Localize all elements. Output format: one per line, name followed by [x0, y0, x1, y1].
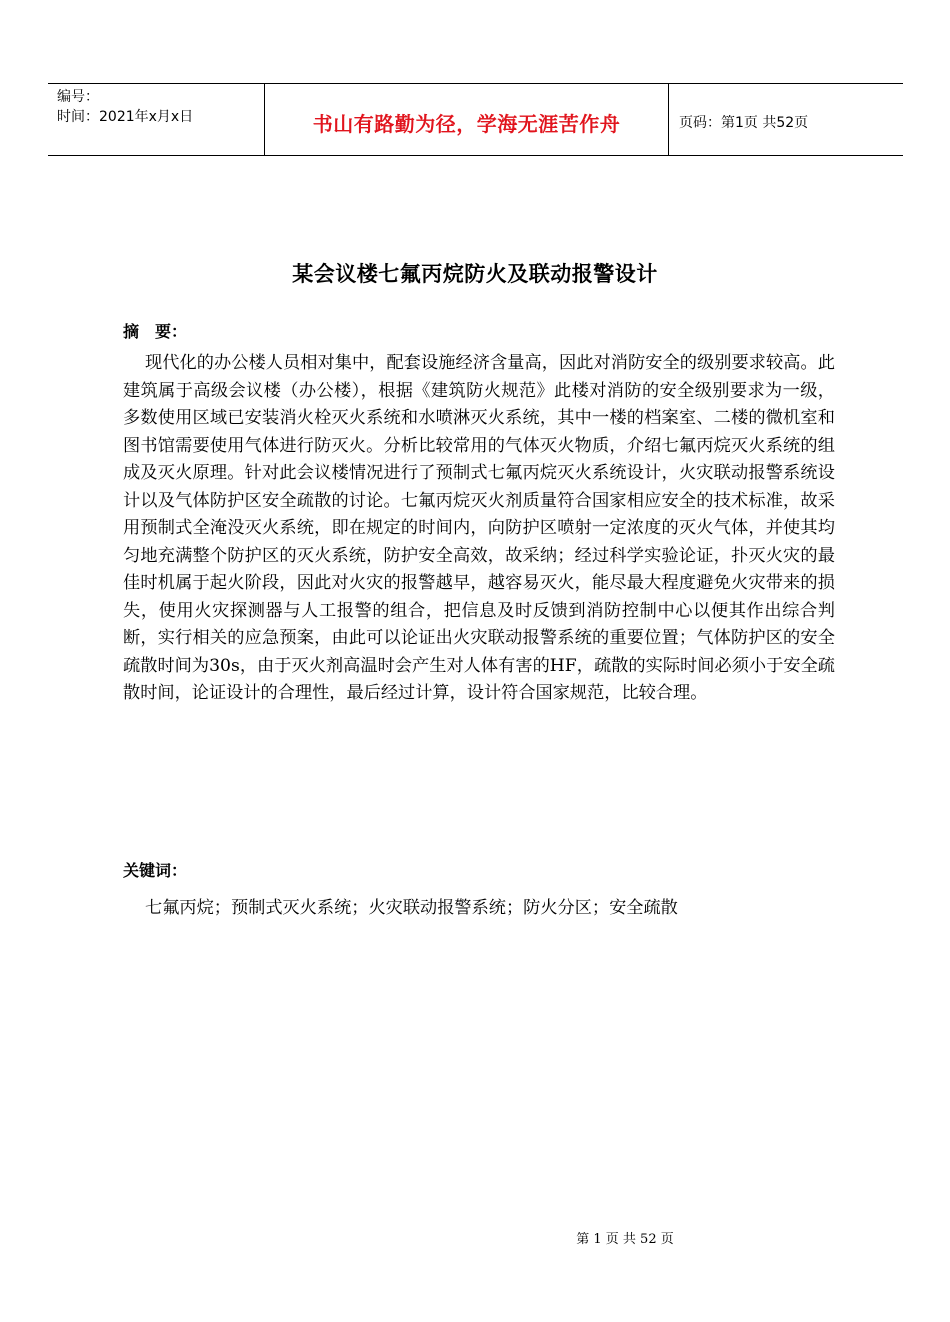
document-number-label: 编号：	[57, 89, 99, 105]
keywords-text: 七氟丙烷；预制式灭火系统；火灾联动报警系统；防火分区；安全疏散	[145, 898, 678, 918]
document-time-label: 时间：2021年x月x日	[57, 109, 194, 125]
header-table	[48, 83, 903, 156]
keywords-label: 关键词：	[123, 861, 188, 880]
document-title: 某会议楼七氟丙烷防火及联动报警设计	[292, 262, 658, 286]
motto-text: 书山有路勤为径，学海无涯苦作舟	[312, 112, 621, 136]
header-page-cell	[669, 84, 903, 155]
abstract-text: 现代化的办公楼人员相对集中，配套设施经济含量高，因此对消防安全的级别要求较高。此建筑属于高级会议楼（办公楼），根据《建筑防火规范》此楼对消防的安全级别要求为一级，多数使用区域已安装消火栓灭火系统和水喷淋灭火系统，其中一楼的档案室、二楼的微机室和图书馆需要使用气体进行防灭火。分析比较常用的气体灭火物质，介绍七氟丙烷灭火系统的组成及灭火原理。针对此会议楼情况进行了预制式七氟丙烷灭火系统设计，火灾联动报警系统设计以及气体防护区安全疏散的讨论。七氟丙烷灭火剂质量符合国家相应安全的技术标准，故采用预制式全淹没灭火系统，即在规定的时间内，向防护区喷射一定浓度的灭火气体，并使其均匀地充满整个防护区的灭火系统，防护安全高效，故采纳；经过科学实验论证，扑灭火灾的最佳时机属于起火阶段，因此对火灾的报警越早，越容易灭火，能尽最大程度避免火灾带来的损失，使用火灾探测器与人工报警的组合，把信息及时反馈到消防控制中心以便其作出综合判断，实行相关的应急预案，由此可以论证出火灾联动报警系统的重要位置；气体防护区的安全疏散时间为30s，由于灭火剂高温时会产生对人体有害的HF，疏散的实际时间必须小于安全疏散时间，论证设计的合理性，最后经过计算，设计符合国家规范，比较合理。	[123, 353, 835, 703]
page-code: 页码：第1页 共52页	[679, 115, 809, 131]
header-motto-cell	[265, 84, 669, 155]
header-meta-cell	[48, 84, 265, 155]
abstract-label: 摘 要：	[123, 322, 188, 341]
page-footer: 第 1 页 共 52 页	[576, 1232, 674, 1247]
